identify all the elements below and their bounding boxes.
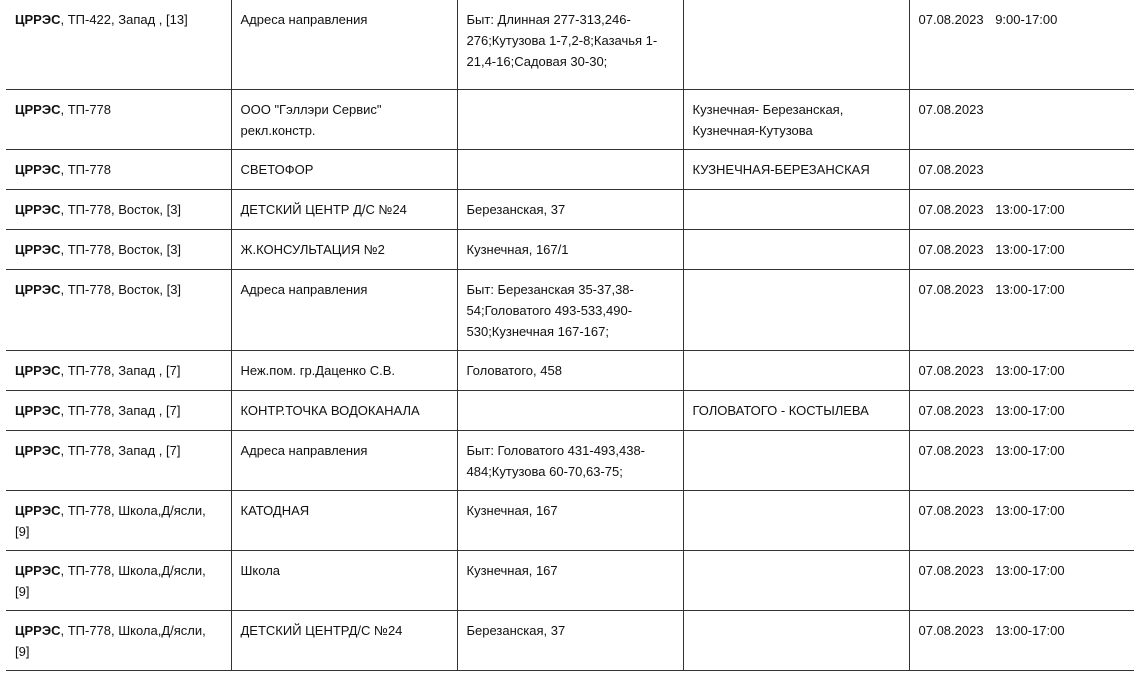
table-row [6,89,1134,149]
org-name: ЦРРЭС [15,562,61,578]
outage-time: 13:00-17:00 [995,201,1065,217]
street-cell [683,430,909,490]
org-name: ЦРРЭС [15,101,61,117]
street-cell: КУЗНЕЧНАЯ-БЕРЕЗАНСКАЯ [683,149,909,189]
station-name: , ТП-778 [60,161,112,177]
outage-table [6,0,1134,671]
station-cell [6,0,231,89]
consumer-cell: Школа [231,550,457,610]
table-row [6,269,1134,350]
outage-date: 07.08.2023 [918,362,984,378]
consumer-cell: Ж.КОНСУЛЬТАЦИЯ №2 [231,229,457,269]
street-cell [683,0,909,89]
table-row [6,189,1134,229]
consumer-cell: СВЕТОФОР [231,149,457,189]
org-name: ЦРРЭС [15,241,61,257]
outage-date: 07.08.2023 [918,442,984,458]
datetime-cell [909,490,1134,550]
consumer-cell: Адреса направления [231,269,457,350]
org-name: ЦРРЭС [15,281,61,297]
station-name: , ТП-778, Запад , [7] [60,442,181,458]
street-cell [683,550,909,610]
outage-time: 13:00-17:00 [995,502,1065,518]
station-name: , ТП-778, Школа,Д/ясли, [9] [15,622,206,659]
consumer-cell: КОНТР.ТОЧКА ВОДОКАНАЛА [231,390,457,430]
station-name: , ТП-778, Школа,Д/ясли, [9] [15,562,206,599]
table-row [6,229,1134,269]
outage-time [984,102,992,117]
addresses-cell: Быт: Длинная 277-313,246-276;Кутузова 1-7,2-8;Казачья 1-21,4-16;Садовая 30-30; [457,0,683,89]
station-name: , ТП-778 [60,101,112,117]
station-cell [6,610,231,670]
table-row [6,490,1134,550]
station-cell [6,269,231,350]
outage-date: 07.08.2023 [918,201,984,217]
street-cell [683,189,909,229]
outage-time: 13:00-17:00 [995,362,1065,378]
station-cell [6,89,231,149]
street-cell: ГОЛОВАТОГО - КОСТЫЛЕВА [683,390,909,430]
station-cell [6,229,231,269]
datetime-cell [909,430,1134,490]
outage-time: 13:00-17:00 [995,281,1065,297]
outage-date: 07.08.2023 [918,502,984,518]
consumer-cell: Адреса направления [231,0,457,89]
outage-date: 07.08.2023 [918,562,984,578]
addresses-cell [457,149,683,189]
datetime-cell [909,229,1134,269]
datetime-cell [909,350,1134,390]
datetime-cell [909,390,1134,430]
consumer-cell: Адреса направления [231,430,457,490]
outage-time: 13:00-17:00 [995,562,1065,578]
street-cell [683,350,909,390]
datetime-cell [909,269,1134,350]
addresses-cell: Березанская, 37 [457,189,683,229]
outage-time [984,162,992,177]
outage-time: 13:00-17:00 [995,402,1065,418]
station-name: , ТП-778, Восток, [3] [60,201,182,217]
addresses-cell [457,89,683,149]
station-cell [6,189,231,229]
outage-date: 07.08.2023 [918,281,984,297]
station-name: , ТП-778, Школа,Д/ясли, [9] [15,502,206,539]
org-name: ЦРРЭС [15,402,61,418]
datetime-cell [909,550,1134,610]
outage-time: 13:00-17:00 [995,442,1065,458]
station-cell [6,490,231,550]
datetime-cell [909,610,1134,670]
street-cell [683,490,909,550]
table-row [6,350,1134,390]
addresses-cell [457,390,683,430]
station-cell [6,390,231,430]
station-name: , ТП-778, Восток, [3] [60,281,182,297]
org-name: ЦРРЭС [15,502,61,518]
station-name: , ТП-778, Запад , [7] [60,402,181,418]
table-row [6,610,1134,670]
outage-date: 07.08.2023 [918,161,984,177]
outage-time: 9:00-17:00 [995,12,1058,27]
outage-date: 07.08.2023 [918,241,984,257]
addresses-cell: Быт: Березанская 35-37,38-54;Головатого 493-533,490-530;Кузнечная 167-167; [457,269,683,350]
station-cell [6,350,231,390]
datetime-cell [909,149,1134,189]
outage-time: 13:00-17:00 [995,241,1065,257]
table-row [6,430,1134,490]
addresses-cell: Быт: Головатого 431-493,438-484;Кутузова 60-70,63-75; [457,430,683,490]
outage-table-body [6,0,1134,670]
table-row [6,390,1134,430]
outage-date: 07.08.2023 [918,101,984,117]
station-name: , ТП-778, Запад , [7] [60,362,181,378]
org-name: ЦРРЭС [15,622,61,638]
table-row [6,0,1134,89]
org-name: ЦРРЭС [15,362,61,378]
datetime-cell [909,89,1134,149]
addresses-cell: Головатого, 458 [457,350,683,390]
outage-date: 07.08.2023 [918,402,984,418]
station-cell [6,550,231,610]
street-cell [683,229,909,269]
street-cell [683,610,909,670]
addresses-cell: Кузнечная, 167 [457,490,683,550]
station-cell [6,149,231,189]
outage-time: 13:00-17:00 [995,622,1065,638]
addresses-cell: Березанская, 37 [457,610,683,670]
consumer-cell: ДЕТСКИЙ ЦЕНТРД/С №24 [231,610,457,670]
station-name: , ТП-778, Восток, [3] [60,241,182,257]
org-name: ЦРРЭС [15,442,61,458]
street-cell [683,269,909,350]
outage-date: 07.08.2023 [918,622,984,638]
org-name: ЦРРЭС [15,201,61,217]
street-cell: Кузнечная- Березанская, Кузнечная-Кутузова [683,89,909,149]
addresses-cell: Кузнечная, 167/1 [457,229,683,269]
station-cell [6,430,231,490]
datetime-cell [909,189,1134,229]
station-name: , ТП-422, Запад , [13] [60,12,188,27]
outage-date: 07.08.2023 [918,12,984,27]
table-row [6,149,1134,189]
consumer-cell: ООО "Гэллэри Сервис" рекл.констр. [231,89,457,149]
consumer-cell: Неж.пом. гр.Даценко С.В. [231,350,457,390]
consumer-cell: ДЕТСКИЙ ЦЕНТР Д/С №24 [231,189,457,229]
datetime-cell [909,0,1134,89]
table-row [6,550,1134,610]
consumer-cell: КАТОДНАЯ [231,490,457,550]
addresses-cell: Кузнечная, 167 [457,550,683,610]
org-name: ЦРРЭС [15,12,61,27]
org-name: ЦРРЭС [15,161,61,177]
